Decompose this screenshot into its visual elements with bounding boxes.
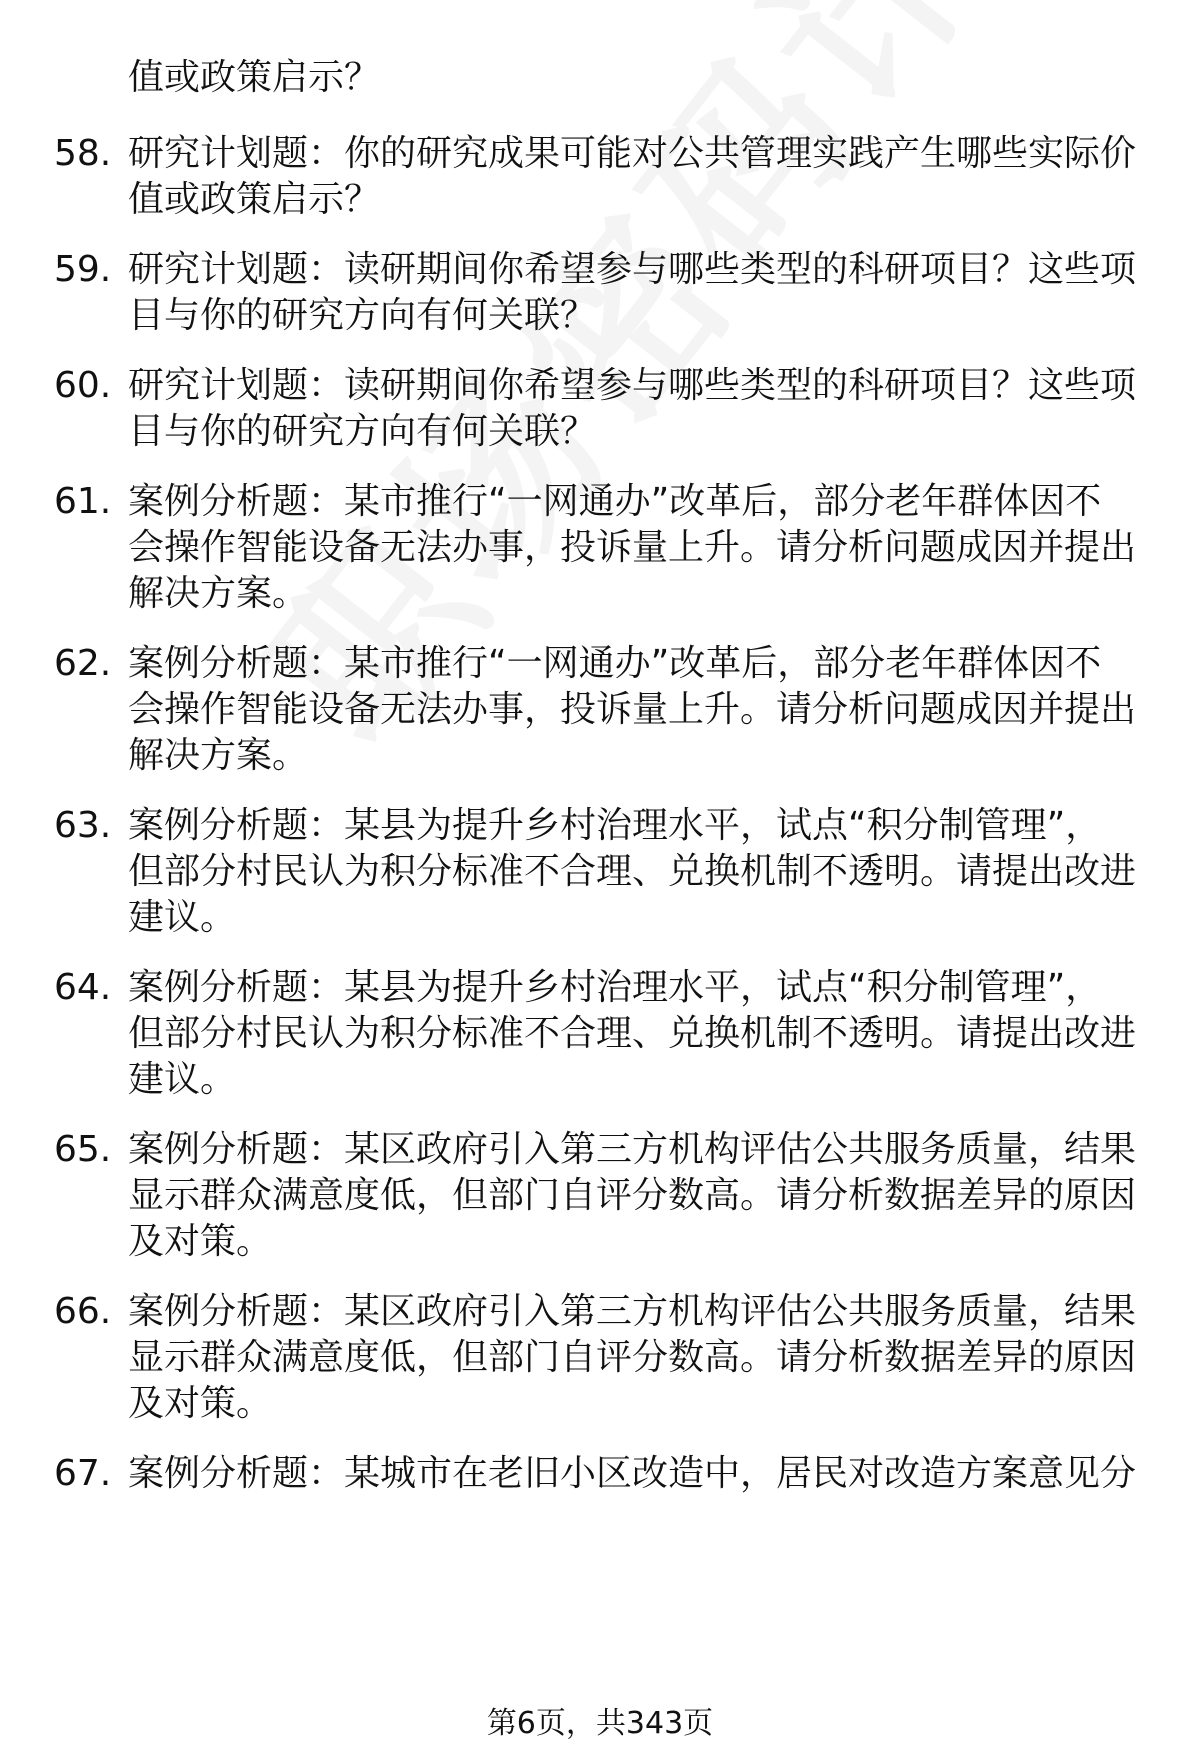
question-text-line xyxy=(0,178,1200,222)
question-text: 及对策。 xyxy=(128,1221,273,1262)
question-number: 62. xyxy=(54,643,112,684)
question-text-line xyxy=(0,896,1200,940)
question-text: 解决方案。 xyxy=(128,735,309,776)
question-number: 63. xyxy=(54,805,112,846)
question-number: 59. xyxy=(54,249,112,290)
question-text: 显示群众满意度低，但部门自评分数高。请分析数据差异的原因 xyxy=(128,1175,1137,1216)
question-item-62 xyxy=(0,642,1200,686)
question-item-59 xyxy=(0,248,1200,292)
question-text-line xyxy=(0,410,1200,454)
question-text: 研究计划题：读研期间你希望参与哪些类型的科研项目？这些项 xyxy=(128,249,1137,290)
question-item-63 xyxy=(0,804,1200,848)
question-text-line xyxy=(0,294,1200,338)
question-text: 目与你的研究方向有何关联？ xyxy=(128,411,597,452)
question-number: 66. xyxy=(54,1291,112,1332)
question-text: 目与你的研究方向有何关联？ xyxy=(128,295,597,336)
question-item-64 xyxy=(0,966,1200,1010)
question-text-line xyxy=(0,850,1200,894)
question-text: 研究计划题：读研期间你希望参与哪些类型的科研项目？这些项 xyxy=(128,365,1137,406)
question-text: 但部分村民认为积分标准不合理、兑换机制不透明。请提出改进 xyxy=(128,851,1137,892)
question-number: 64. xyxy=(54,967,112,1008)
question-text: 案例分析题：某区政府引入第三方机构评估公共服务质量，结果 xyxy=(128,1129,1137,1170)
question-text: 建议。 xyxy=(128,897,237,938)
question-text-line xyxy=(0,1058,1200,1102)
question-text: 会操作智能设备无法办事，投诉量上升。请分析问题成因并提出 xyxy=(128,689,1137,730)
question-item-60 xyxy=(0,364,1200,408)
question-text: 研究计划题：你的研究成果可能对公共管理实践产生哪些实际价 xyxy=(128,133,1137,174)
question-text: 案例分析题：某区政府引入第三方机构评估公共服务质量，结果 xyxy=(128,1291,1137,1332)
question-text-line xyxy=(0,1336,1200,1380)
question-text: 显示群众满意度低，但部门自评分数高。请分析数据差异的原因 xyxy=(128,1337,1137,1378)
question-number: 67. xyxy=(54,1453,112,1494)
page-footer: 第6页，共343页 xyxy=(486,1706,714,1741)
question-text-line xyxy=(0,1012,1200,1056)
question-text-line xyxy=(0,526,1200,570)
question-text: 案例分析题：某市推行“一网通办”改革后，部分老年群体因不 xyxy=(128,481,1102,522)
question-item-61 xyxy=(0,480,1200,524)
question-text: 解决方案。 xyxy=(128,573,309,614)
question-text: 值或政策启示？ xyxy=(128,179,381,220)
question-text: 案例分析题：某市推行“一网通办”改革后，部分老年群体因不 xyxy=(128,643,1102,684)
question-text: 建议。 xyxy=(128,1059,237,1100)
question-number: 61. xyxy=(54,481,112,522)
question-number: 65. xyxy=(54,1129,112,1170)
question-item-67 xyxy=(0,1452,1200,1496)
question-text-line xyxy=(0,688,1200,732)
question-text-line xyxy=(0,1174,1200,1218)
question-text: 案例分析题：某县为提升乡村治理水平，试点“积分制管理”， xyxy=(128,805,1102,846)
question-text: 会操作智能设备无法办事，投诉量上升。请分析问题成因并提出 xyxy=(128,527,1137,568)
question-item-58 xyxy=(0,132,1200,176)
question-text: 案例分析题：某城市在老旧小区改造中，居民对改造方案意见分 xyxy=(128,1453,1137,1494)
question-text-line xyxy=(0,1382,1200,1426)
question-text: 案例分析题：某县为提升乡村治理水平，试点“积分制管理”， xyxy=(128,967,1102,1008)
question-text-line xyxy=(0,734,1200,778)
question-text: 值或政策启示？ xyxy=(128,57,381,98)
question-text: 及对策。 xyxy=(128,1383,273,1424)
question-text-line xyxy=(0,1220,1200,1264)
question-item-66 xyxy=(0,1290,1200,1334)
question-number: 60. xyxy=(54,365,112,406)
question-item-65 xyxy=(0,1128,1200,1172)
question-text-line xyxy=(0,572,1200,616)
continuation-line xyxy=(0,56,1200,100)
question-text: 但部分村民认为积分标准不合理、兑换机制不透明。请提出改进 xyxy=(128,1013,1137,1054)
question-number: 58. xyxy=(54,133,112,174)
